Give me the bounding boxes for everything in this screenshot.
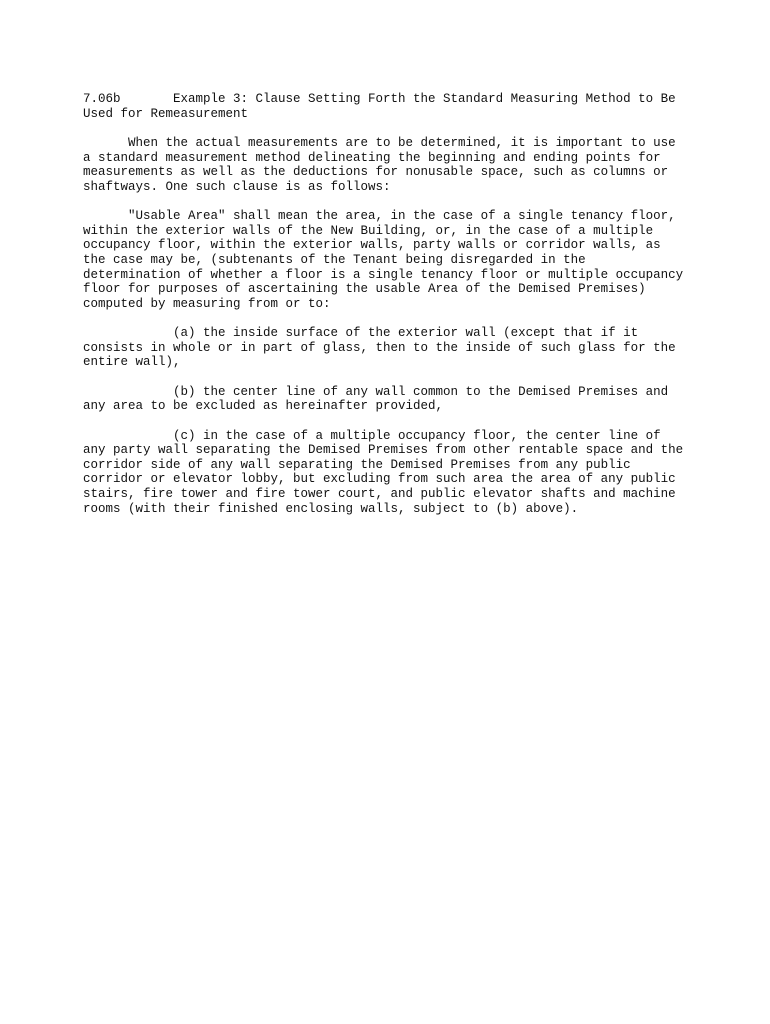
- clause-a: [83, 326, 703, 370]
- text-line: corridor or elevator lobby, but excluding from such area the area of any public: [83, 472, 676, 487]
- text-line: corridor side of any wall separating the Demised Premises from any public: [83, 457, 631, 472]
- text-line: shaftways. One such clause is as follows:: [83, 179, 391, 194]
- text-line: When the actual measurements are to be determined, it is important to use: [83, 135, 676, 150]
- text-line: any area to be excluded as hereinafter provided,: [83, 399, 444, 414]
- text-line: occupancy floor, within the exterior walls, party walls or corridor walls, as: [83, 238, 661, 253]
- text-line: the case may be, (subtenants of the Tenant being disregarded in the: [83, 252, 586, 267]
- intro-paragraph: [83, 136, 703, 194]
- heading-line: 7.06b Example 3: Clause Setting Forth the Standard Measuring Method to Be: [83, 92, 676, 106]
- text-line: (a) the inside surface of the exterior wall (except that if it: [83, 326, 639, 341]
- text-line: computed by measuring from or to:: [83, 296, 331, 311]
- text-line: a standard measurement method delineating the beginning and ending points for: [83, 150, 661, 165]
- document-page: [83, 92, 703, 531]
- text-line: (c) in the case of a multiple occupancy floor, the center line of: [83, 428, 661, 443]
- text-line: rooms (with their finished enclosing walls, subject to (b) above).: [83, 501, 579, 516]
- text-line: within the exterior walls of the New Building, or, in the case of a multiple: [83, 223, 654, 238]
- heading-line: Used for Remeasurement: [83, 106, 249, 121]
- text-line: stairs, fire tower and fire tower court, and public elevator shafts and machine: [83, 487, 676, 502]
- text-line: consists in whole or in part of glass, then to the inside of such glass for the: [83, 340, 676, 355]
- clause-b: [83, 385, 703, 414]
- text-line: "Usable Area" shall mean the area, in the case of a single tenancy floor,: [83, 209, 676, 224]
- text-line: (b) the center line of any wall common to the Demised Premises and: [83, 384, 669, 399]
- clause-c: [83, 429, 703, 517]
- text-line: determination of whether a floor is a single tenancy floor or multiple occupancy: [83, 267, 684, 282]
- text-line: entire wall),: [83, 355, 181, 370]
- section-heading: [83, 92, 703, 121]
- usable-area-definition: [83, 209, 703, 311]
- text-line: any party wall separating the Demised Premises from other rentable space and the: [83, 443, 684, 458]
- text-line: floor for purposes of ascertaining the usable Area of the Demised Premises): [83, 282, 646, 297]
- text-line: measurements as well as the deductions for nonusable space, such as columns or: [83, 165, 669, 180]
